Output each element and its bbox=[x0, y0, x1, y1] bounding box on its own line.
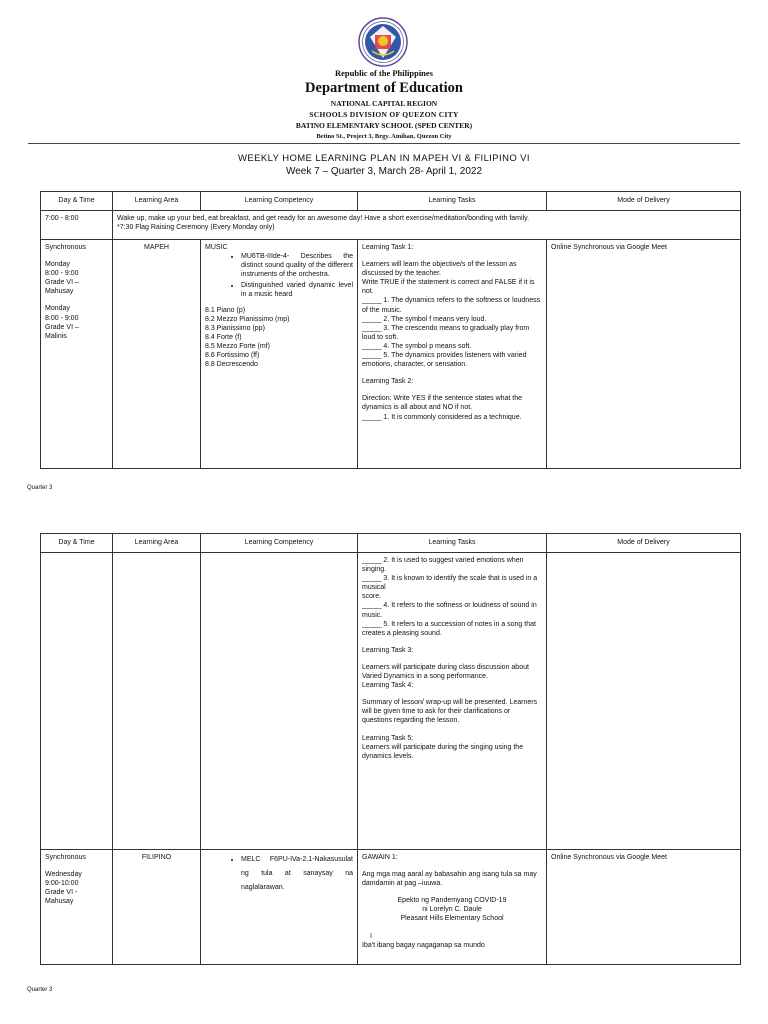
learning-plan-table-1 bbox=[40, 191, 741, 469]
day-time-line: Grade VI - bbox=[45, 889, 78, 897]
task-line: _____ 5. It refers to a succession of notes in a song that creates a pleasing sound. bbox=[362, 620, 536, 637]
day-time-line: Mahusay bbox=[45, 288, 74, 296]
day-time-cell bbox=[41, 240, 113, 469]
learning-tasks-cell bbox=[358, 240, 547, 469]
learning-area-cell bbox=[113, 553, 201, 850]
column-header: Mode of Delivery bbox=[547, 192, 741, 211]
school-address: Betino St., Project 3, Brgy. Amihan, Quezon City bbox=[316, 133, 452, 140]
competency-bullet: • MELC F6PU-IVa-2.1-Nakasusulat ng tula at sanaysay na naglalarawan. bbox=[241, 853, 353, 895]
task-line: _____ 5. The dynamics provides listeners with varied emotions, character, or sensation. bbox=[362, 352, 527, 369]
task-line bbox=[362, 655, 542, 663]
task-line: Learning Task 1: bbox=[362, 244, 414, 251]
task-line: _____ 2. It is used to suggest varied emotions when singing. bbox=[362, 557, 524, 574]
competency-item: 8.5 Mezzo Forte (mf) bbox=[205, 342, 270, 350]
day-time-line: Synchronous bbox=[45, 244, 86, 251]
task-line bbox=[362, 386, 542, 394]
competency-item: 8.1 Piano (p) bbox=[205, 306, 246, 314]
table-header-row bbox=[41, 534, 741, 553]
table-row bbox=[41, 553, 741, 850]
division-name: SCHOOLS DIVISION OF QUEZON CITY bbox=[309, 110, 459, 119]
day-time-line: 8:00 - 9:00 bbox=[45, 270, 79, 278]
day-time-line bbox=[45, 252, 108, 260]
day-time-line: Wednesday bbox=[45, 871, 82, 879]
task-line: _____ 2. The symbol f means very loud. bbox=[362, 315, 487, 323]
day-time-line bbox=[45, 862, 108, 870]
morning-time: 7:00 - 8:00 bbox=[41, 211, 113, 240]
task-line: Direction: Write YES if the sentence states what the dynamics is all about and NO if not. bbox=[362, 395, 523, 412]
learning-tasks-cell: GAWAIN 1: Ang mga mag aaral ay babasahin ang isang tula sa may damdamin at pag –iuuwa. Epekto ng Pandemyang COVID-19 ni Lorelyn C. Daule Pleasant Hills Elementary School I Iba't ibang bagay nagaganap sa mundo bbox=[358, 850, 547, 965]
task-line bbox=[362, 726, 542, 734]
day-time-line bbox=[45, 296, 108, 304]
header-divider bbox=[28, 143, 740, 144]
column-header: Learning Tasks bbox=[358, 534, 547, 553]
competency-bullet: • MU6TB-IIIde-4- Describes the distinct sound quality of the different instruments of the orchestra. bbox=[241, 252, 353, 279]
day-time-line: Monday bbox=[45, 305, 70, 313]
day-time-line: Synchronous bbox=[45, 854, 86, 861]
plan-title: WEEKLY HOME LEARNING PLAN IN MAPEH VI & FILIPINO VI bbox=[238, 153, 530, 164]
task-line: _____ 1. The dynamics refers to the softness or loudness of the music. bbox=[362, 297, 541, 314]
day-time-line: Monday bbox=[45, 261, 70, 269]
plan-subtitle: Week 7 – Quarter 3, March 28- April 1, 2022 bbox=[285, 166, 483, 177]
day-time-line: Malinis bbox=[45, 332, 67, 340]
task-line: _____ 1. It is commonly considered as a technique. bbox=[362, 413, 522, 421]
mode-of-delivery-cell: Online Synchronous via Google Meet bbox=[547, 850, 741, 965]
column-header: Mode of Delivery bbox=[547, 534, 741, 553]
day-time-line: Grade VI – bbox=[45, 279, 79, 287]
republic-line: Republic of the Philippines bbox=[334, 68, 433, 78]
footer-quarter-label: Quarter 3 bbox=[27, 485, 53, 491]
day-time-line: 8:00 - 9:00 bbox=[45, 314, 79, 322]
task-line: Learning Task 5: bbox=[362, 734, 414, 742]
table-row bbox=[41, 850, 741, 965]
competency-item: 8.6 Fortissimo (ff) bbox=[205, 352, 260, 360]
day-time-line: Grade VI – bbox=[45, 323, 79, 331]
task-line bbox=[362, 638, 542, 646]
column-header: Learning Competency bbox=[201, 192, 358, 211]
competency-item: 8.8 Decrescendo bbox=[205, 361, 258, 369]
footer-quarter-label: Quarter 3 bbox=[27, 987, 53, 993]
deped-seal-logo bbox=[358, 17, 408, 67]
task-line: _____ 3. The crescendo means to gradually play from loud to soft. bbox=[362, 324, 530, 341]
mode-of-delivery-cell: Online Synchronous via Google Meet bbox=[547, 240, 741, 469]
column-header: Learning Area bbox=[113, 192, 201, 211]
learning-plan-table-2 bbox=[40, 533, 741, 965]
table-header-row bbox=[41, 192, 741, 211]
mode-of-delivery-cell bbox=[547, 553, 741, 850]
learning-tasks-cell bbox=[358, 553, 547, 850]
task-line: Summary of lesson/ wrap-up will be presented. Learners will be given time to ask for their clarifications or questions regarding the lesson. bbox=[362, 699, 538, 725]
task-line: Learning Task 3: bbox=[362, 646, 414, 654]
region-name: NATIONAL CAPITAL REGION bbox=[330, 99, 438, 108]
task-line: score. bbox=[362, 593, 382, 601]
day-time-line: 9:00-10:00 bbox=[45, 880, 79, 888]
competency-cell bbox=[201, 850, 358, 965]
competency-item: 8.4 Forte (f) bbox=[205, 333, 242, 341]
morning-routine: Wake up, make up your bed, eat breakfast, and get ready for an awesome day! Have a short exercise/meditation/bonding with family. *7:30 Flag Raising Ceremony (Every Monday only) bbox=[113, 211, 741, 240]
learning-area-cell: MAPEH bbox=[113, 240, 201, 469]
column-header: Learning Tasks bbox=[358, 192, 547, 211]
task-line: Learning Task 2: bbox=[362, 378, 414, 386]
day-time-line: Mahusay bbox=[45, 898, 74, 906]
task-line bbox=[362, 369, 542, 377]
department-name: Department of Education bbox=[305, 80, 463, 96]
task-line bbox=[362, 690, 542, 698]
table-row bbox=[41, 211, 741, 240]
task-line: _____ 4. It refers to the softness or loudness of sound in music. bbox=[362, 602, 537, 619]
column-header: Learning Area bbox=[113, 534, 201, 553]
table-row bbox=[41, 240, 741, 469]
competency-bullet: • Distinguished varied dynamic level in a music heard bbox=[241, 281, 353, 299]
competency-cell: MUSIC • MU6TB-IIIde-4- Describes the distinct sound quality of the different instruments of the orchestra. • Distinguished varied dynamic level in a music heard 8.1 Piano (p) 8.2 Mezzo Pianissimo (mp) 8.3 Pianissimo (pp) 8.4 Forte (f) 8.5 Mezzo Forte (mf) 8.6 Fortissimo (ff) 8.8 Decrescendo bbox=[201, 240, 358, 469]
competency-cell bbox=[201, 553, 358, 850]
competency-item: 8.2 Mezzo Pianissimo (mp) bbox=[205, 315, 290, 323]
task-line: Learners will participate during the singing using the dynamics levels. bbox=[362, 743, 524, 760]
task-line: Learners will participate during class discussion about Varied Dynamics in a song performance. bbox=[362, 663, 529, 681]
day-time-cell bbox=[41, 553, 113, 850]
day-time-cell bbox=[41, 850, 113, 965]
task-line: _____ 3. It is known to identify the scale that is used in a musical bbox=[362, 575, 538, 592]
column-header: Learning Competency bbox=[201, 534, 358, 553]
competency-item: 8.3 Pianissimo (pp) bbox=[205, 324, 265, 332]
school-name: BATINO ELEMENTARY SCHOOL (SPED CENTER) bbox=[295, 121, 473, 130]
learning-area-cell: FILIPINO bbox=[113, 850, 201, 965]
task-line bbox=[362, 252, 542, 260]
task-line: Learners will learn the objective/s of the lesson as discussed by the teacher. bbox=[362, 261, 517, 278]
column-header: Day & Time bbox=[41, 192, 113, 211]
column-header: Day & Time bbox=[41, 534, 113, 553]
task-line: Write TRUE if the statement is correct and FALSE if it is not. bbox=[362, 279, 535, 296]
task-line: _____ 4. The symbol p means soft. bbox=[362, 342, 472, 350]
task-line: Learning Task 4: bbox=[362, 682, 414, 690]
